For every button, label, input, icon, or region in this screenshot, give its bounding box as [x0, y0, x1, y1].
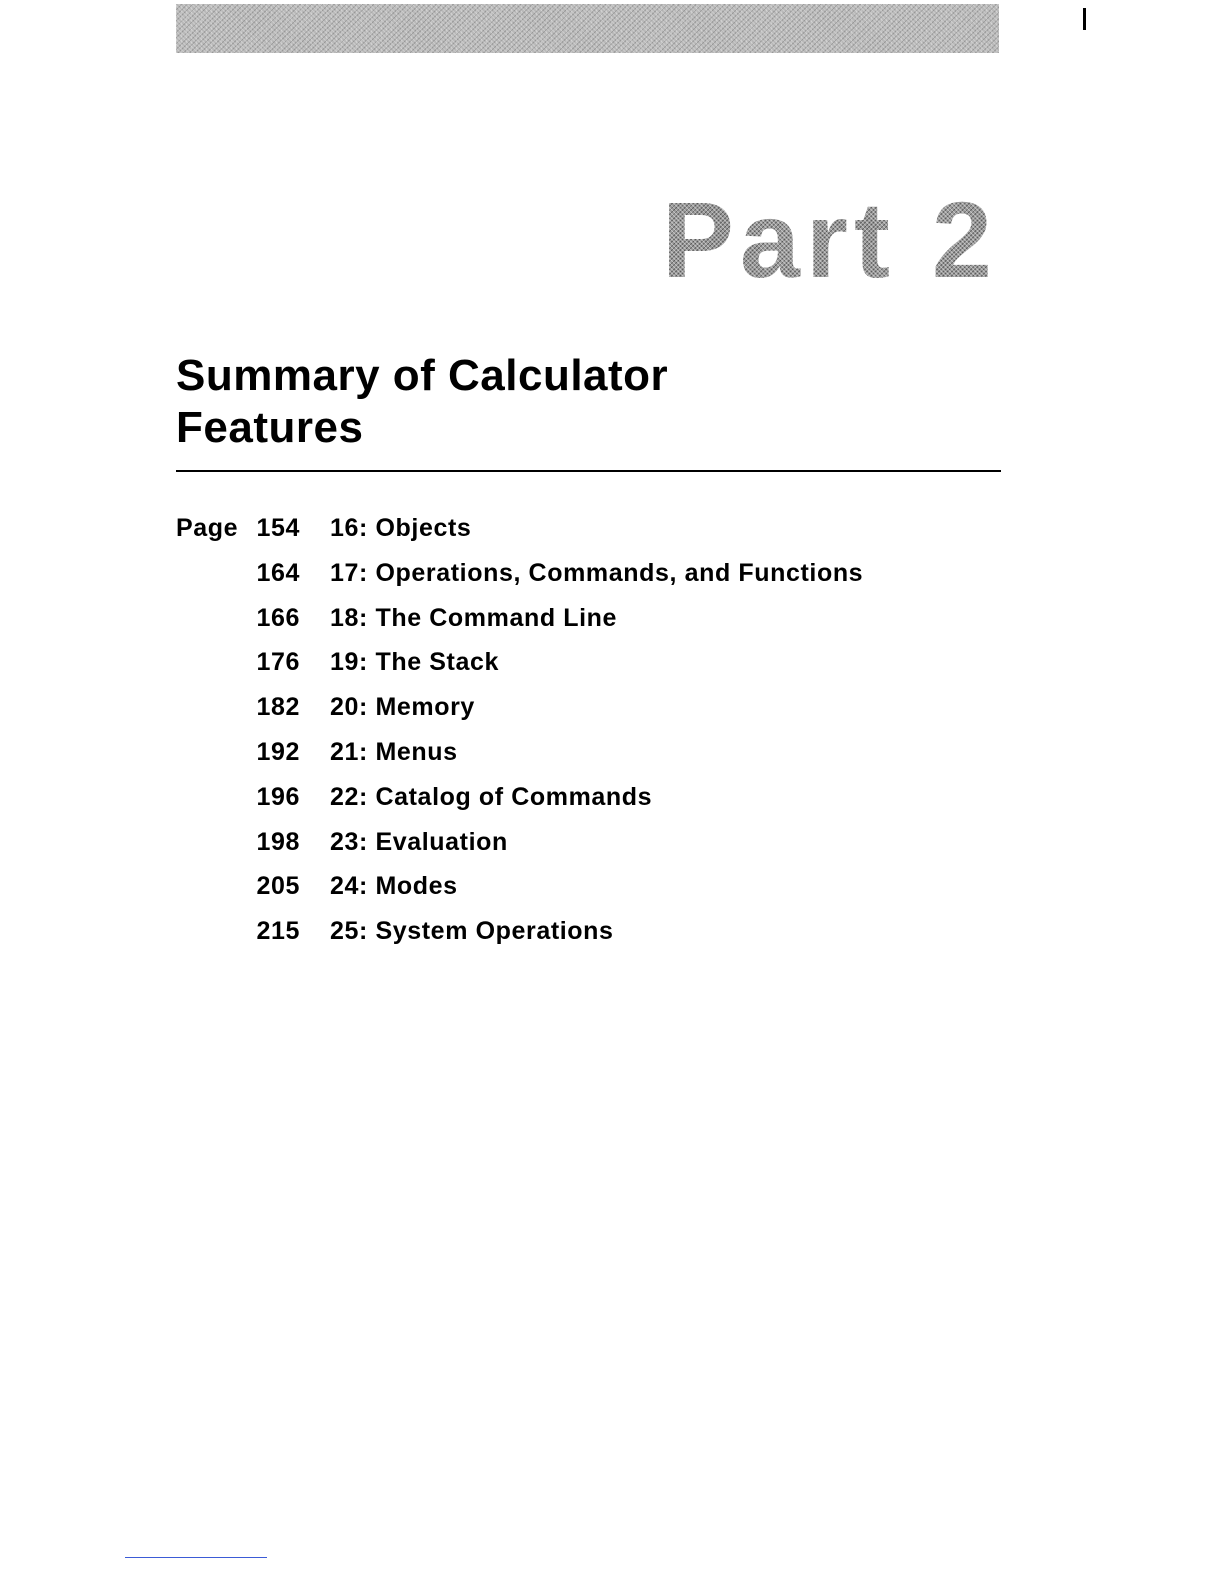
toc-chapter-title: 18: The Command Line	[330, 603, 618, 632]
toc-entry-objects[interactable]	[176, 511, 976, 556]
section-title	[176, 350, 876, 454]
toc-entry-system-operations[interactable]	[176, 914, 976, 959]
toc-page-number: 164	[256, 558, 300, 587]
toc-chapter-title: 19: The Stack	[330, 648, 499, 677]
toc-entry-catalog[interactable]	[176, 780, 976, 825]
toc-page-number: 198	[256, 827, 300, 856]
toc-chapter-title: 21: Menus	[330, 737, 458, 766]
toc-page-number: 205	[256, 872, 300, 901]
table-of-contents	[176, 511, 976, 959]
toc-chapter-title: 23: Evaluation	[330, 827, 508, 856]
toc-page-number: 176	[256, 648, 300, 677]
toc-page-number: 182	[256, 693, 300, 722]
toc-entry-modes[interactable]	[176, 869, 976, 914]
toc-page-number: 192	[256, 737, 300, 766]
section-title-line-1: Summary of Calculator	[176, 351, 669, 400]
toc-chapter-title: 25: System Operations	[330, 917, 614, 946]
toc-page-number: 166	[256, 603, 300, 632]
toc-entry-operations[interactable]	[176, 556, 976, 601]
toc-page-number: 215	[256, 917, 300, 946]
section-title-line-2: Features	[176, 403, 364, 452]
toc-entry-menus[interactable]	[176, 735, 976, 780]
toc-entry-memory[interactable]	[176, 690, 976, 735]
toc-entry-evaluation[interactable]	[176, 825, 976, 870]
toc-chapter-title: 20: Memory	[330, 693, 475, 722]
toc-page-number: 154	[256, 514, 300, 542]
toc-chapter-title: 16: Objects	[330, 514, 472, 542]
decorative-header-band	[176, 4, 999, 53]
title-divider	[176, 470, 1001, 472]
part-heading: Part 2	[661, 179, 998, 300]
toc-entry-command-line[interactable]	[176, 601, 976, 646]
toc-chapter-title: 17: Operations, Commands, and Functions	[330, 558, 864, 587]
toc-entry-stack[interactable]	[176, 645, 976, 690]
page-edge-mark	[1083, 8, 1086, 30]
toc-page-label: Page	[176, 514, 239, 542]
toc-chapter-title: 24: Modes	[330, 872, 458, 901]
toc-page-number: 196	[256, 782, 300, 811]
footer-rule	[125, 1557, 267, 1558]
toc-chapter-title: 22: Catalog of Commands	[330, 782, 653, 811]
